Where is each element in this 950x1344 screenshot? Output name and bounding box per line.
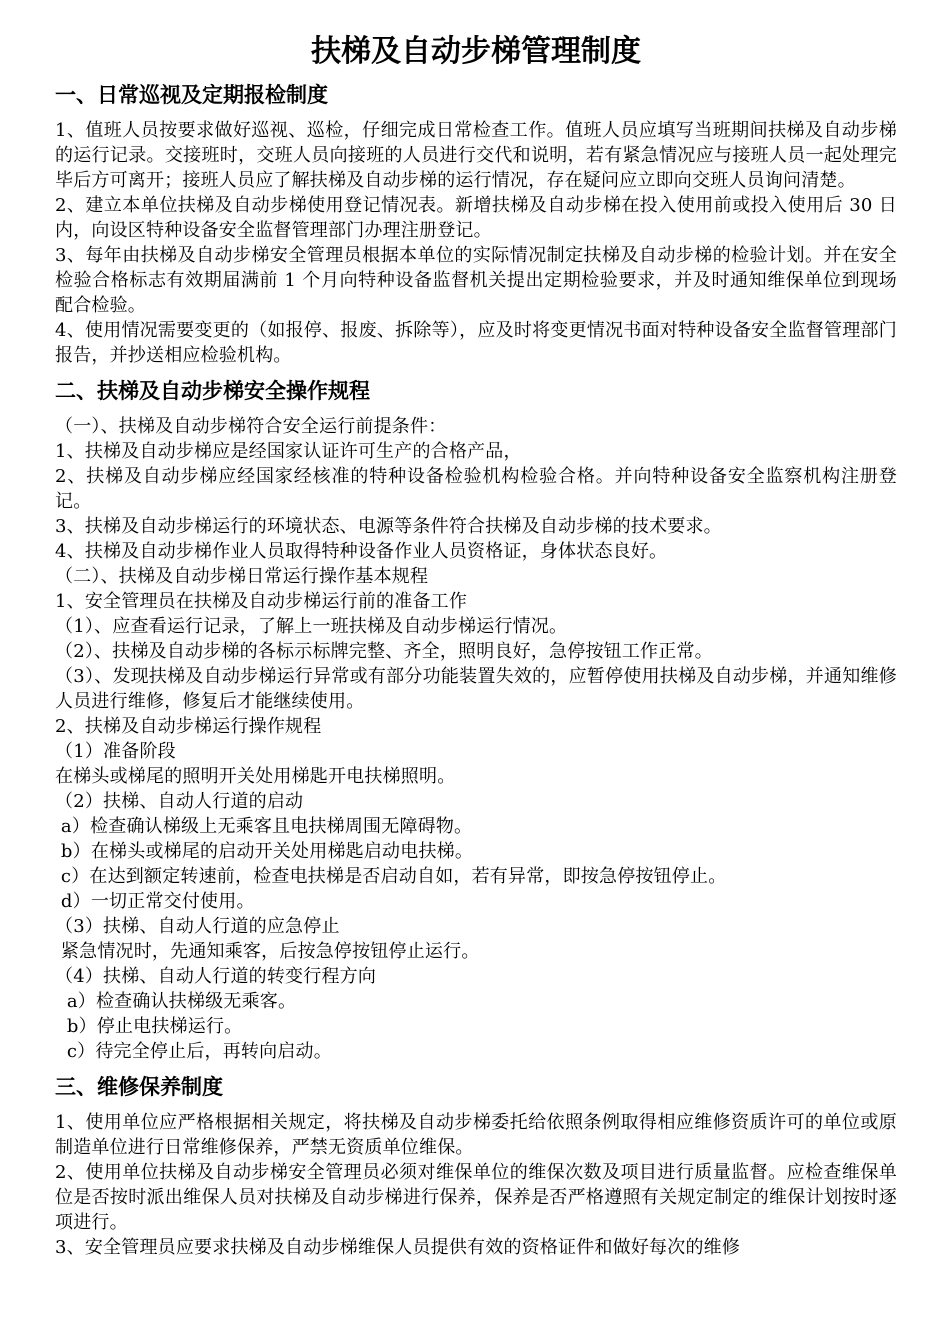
- paragraph: 3、每年由扶梯及自动步梯安全管理员根据本单位的实际情况制定扶梯及自动步梯的检验计划。并在安全检验合格标志有效期届满前 1 个月向特种设备监督机关提出定期检验要求，并及时通知维保单位到现场配合检验。: [55, 245, 897, 316]
- paragraph: （4）扶梯、自动人行道的转变行程方向: [55, 966, 377, 987]
- paragraph: b）停止电扶梯运行。: [55, 1016, 243, 1037]
- paragraph: 2、扶梯及自动步梯应经国家经核准的特种设备检验机构检验合格。并向特种设备安全监察机构注册登记。: [55, 466, 897, 512]
- paragraph: 1、扶梯及自动步梯应是经国家认证许可生产的合格产品，: [55, 441, 522, 462]
- paragraph: c）待完全停止后，再转向启动。: [55, 1041, 332, 1062]
- paragraph: （3）扶梯、自动人行道的应急停止: [55, 916, 340, 937]
- paragraph: （2）扶梯、自动人行道的启动: [55, 791, 304, 812]
- paragraph: 在梯头或梯尾的照明开关处用梯匙开电扶梯照明。: [55, 766, 456, 787]
- paragraph: （3）、发现扶梯及自动步梯运行异常或有部分功能装置失效的，应暂停使用扶梯及自动步梯，并通知维修人员进行维修，修复后才能继续使用。: [55, 666, 897, 712]
- paragraph: c）在达到额定转速前，检查电扶梯是否启动自如，若有异常，即按急停按钮停止。: [55, 866, 727, 887]
- paragraph: d）一切正常交付使用。: [55, 891, 255, 912]
- paragraph: （1）准备阶段: [55, 741, 176, 762]
- paragraph: （1）、应查看运行记录，了解上一班扶梯及自动步梯运行情况。: [55, 616, 568, 637]
- paragraph: （一）、扶梯及自动步梯符合安全运行前提条件：: [55, 416, 447, 437]
- paragraph: 1、使用单位应严格根据相关规定，将扶梯及自动步梯委托给依照条例取得相应维修资质许可的单位或原制造单位进行日常维修保养，严禁无资质单位维保。: [55, 1112, 897, 1158]
- paragraph: b）在梯头或梯尾的启动开关处用梯匙启动电扶梯。: [55, 841, 474, 862]
- paragraph: 2、建立本单位扶梯及自动步梯使用登记情况表。新增扶梯及自动步梯在投入使用前或投入使用后 30 日内，向设区特种设备安全监督管理部门办理注册登记。: [55, 195, 897, 241]
- paragraph: （二）、扶梯及自动步梯日常运行操作基本规程: [55, 566, 429, 587]
- section-body-operation: [55, 414, 897, 1064]
- section-heading-maintenance: 三、维修保养制度: [55, 1075, 223, 1099]
- paragraph: 1、安全管理员在扶梯及自动步梯运行前的准备工作: [55, 591, 468, 612]
- document-title: 扶梯及自动步梯管理制度: [311, 34, 641, 69]
- paragraph: 3、安全管理员应要求扶梯及自动步梯维保人员提供有效的资格证件和做好每次的维修: [55, 1237, 741, 1258]
- paragraph: 2、使用单位扶梯及自动步梯安全管理员必须对维保单位的维保次数及项目进行质量监督。应检查维保单位是否按时派出维保人员对扶梯及自动步梯进行保养，保养是否严格遵照有关规定制定的维保计划按时逐项进行。: [55, 1162, 897, 1233]
- paragraph: a）检查确认梯级上无乘客且电扶梯周围无障碍物。: [55, 816, 473, 837]
- paragraph: 3、扶梯及自动步梯运行的环境状态、电源等条件符合扶梯及自动步梯的技术要求。: [55, 516, 722, 537]
- paragraph: 4、使用情况需要变更的（如报停、报废、拆除等），应及时将变更情况书面对特种设备安全监督管理部门报告，并抄送相应检验机构。: [55, 320, 897, 366]
- section-body-maintenance: [55, 1110, 897, 1260]
- paragraph: （2）、扶梯及自动步梯的各标示标牌完整、齐全，照明良好，急停按钮工作正常。: [55, 641, 713, 662]
- section-heading-inspection: 一、日常巡视及定期报检制度: [55, 83, 328, 107]
- section-heading-operation: 二、扶梯及自动步梯安全操作规程: [55, 379, 370, 403]
- paragraph: 1、值班人员按要求做好巡视、巡检，仔细完成日常检查工作。值班人员应填写当班期间扶梯及自动步梯的运行记录。交接班时，交班人员向接班的人员进行交代和说明，若有紧急情况应与接班人员一起处理完毕后方可离开；接班人员应了解扶梯及自动步梯的运行情况，存在疑问应立即向交班人员询问清楚。: [55, 120, 897, 191]
- section-body-inspection: [55, 118, 897, 368]
- paragraph: 紧急情况时，先通知乘客，后按急停按钮停止运行。: [55, 941, 480, 962]
- document-page: [55, 30, 897, 1260]
- paragraph: 2、扶梯及自动步梯运行操作规程: [55, 716, 322, 737]
- paragraph: a）检查确认扶梯级无乘客。: [55, 991, 297, 1012]
- paragraph: 4、扶梯及自动步梯作业人员取得特种设备作业人员资格证，身体状态良好。: [55, 541, 668, 562]
